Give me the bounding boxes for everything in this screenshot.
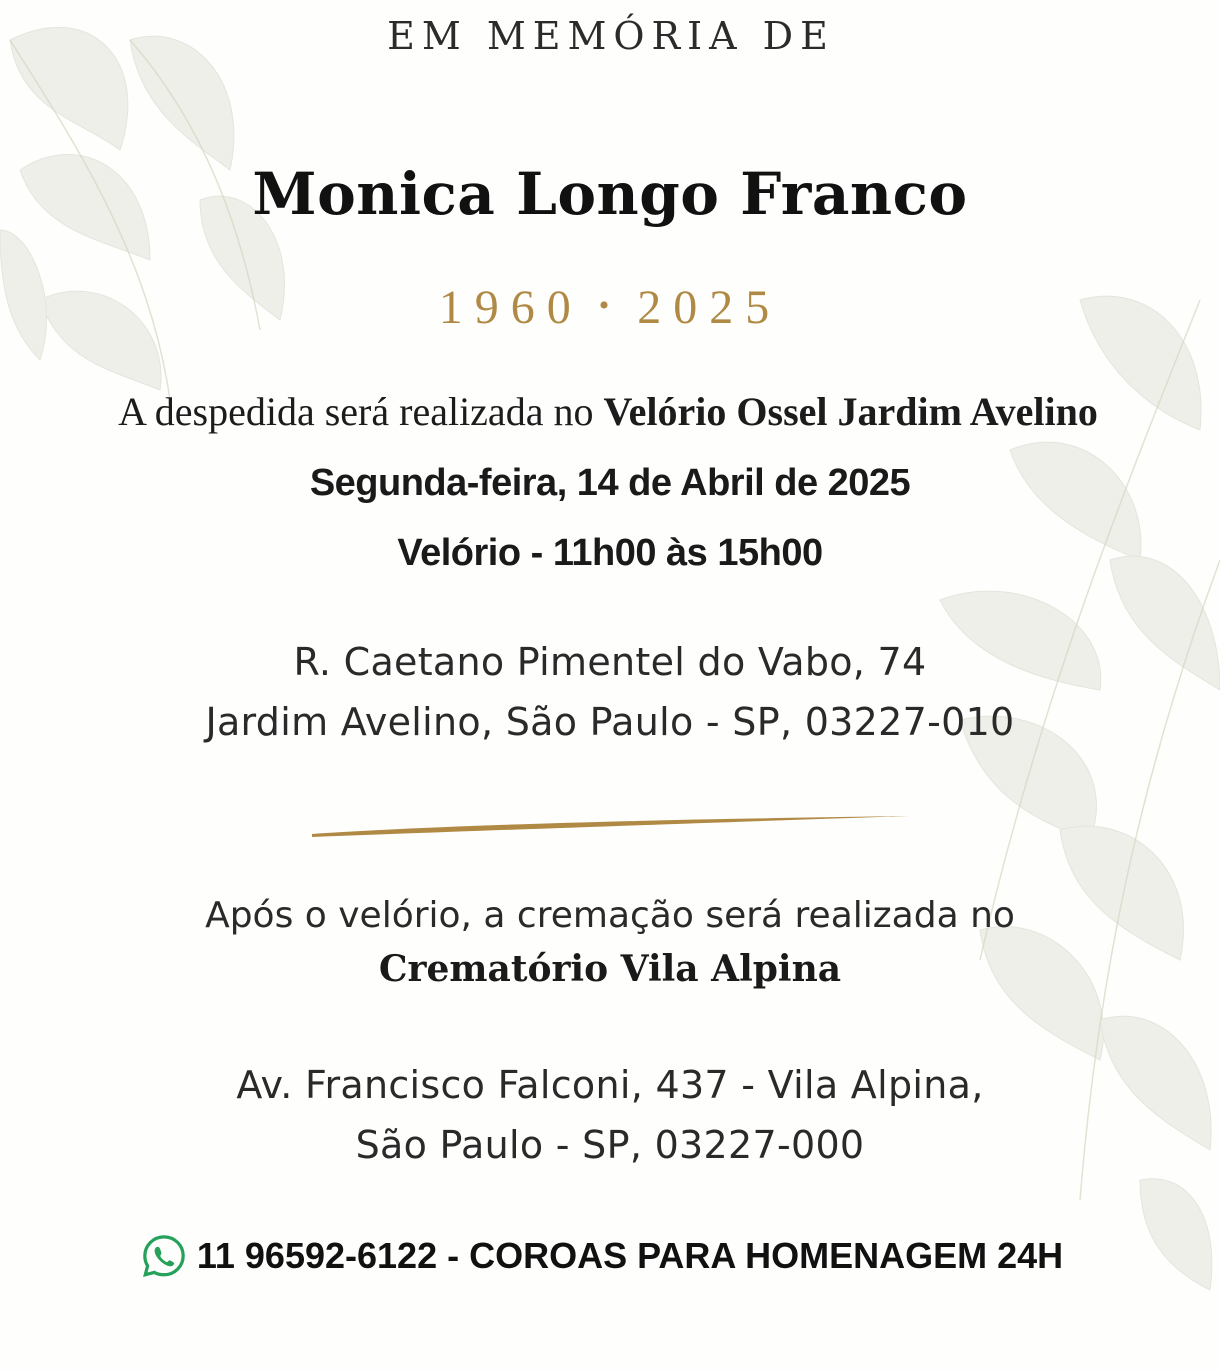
farewell-intro: A despedida será realizada no bbox=[118, 389, 604, 434]
cremation-address-line2: São Paulo - SP, 03227-000 bbox=[355, 1123, 865, 1167]
deceased-name: Monica Longo Franco bbox=[252, 160, 968, 228]
gold-divider bbox=[312, 812, 912, 842]
birth-year: 1960 bbox=[438, 281, 583, 334]
life-years bbox=[0, 280, 1220, 335]
wake-time: Velório - 11h00 às 15h00 bbox=[397, 532, 823, 574]
service-date: Segunda-feira, 14 de Abril de 2025 bbox=[309, 462, 911, 504]
wake-address-line1: R. Caetano Pimentel do Vabo, 74 bbox=[293, 640, 927, 684]
contact-text: 11 96592-6122 - COROAS PARA HOMENAGEM 24H bbox=[196, 1235, 1064, 1276]
year-separator: • bbox=[598, 288, 622, 322]
whatsapp-icon[interactable] bbox=[141, 1233, 187, 1279]
memorial-heading: EM MEMÓRIA DE bbox=[387, 14, 835, 58]
wake-address-line2: Jardim Avelino, São Paulo - SP, 03227-010 bbox=[205, 700, 1015, 744]
farewell-venue: Velório Ossel Jardim Avelino bbox=[603, 389, 1098, 434]
contact-line[interactable] bbox=[0, 1233, 1212, 1279]
farewell-line bbox=[0, 388, 1218, 435]
cremation-address-line1: Av. Francisco Falconi, 437 - Vila Alpina, bbox=[236, 1063, 984, 1107]
cremation-venue: Crematório Vila Alpina bbox=[378, 948, 842, 990]
death-year: 2025 bbox=[637, 281, 782, 334]
cremation-intro: Após o velório, a cremação será realizada no bbox=[205, 895, 1015, 936]
